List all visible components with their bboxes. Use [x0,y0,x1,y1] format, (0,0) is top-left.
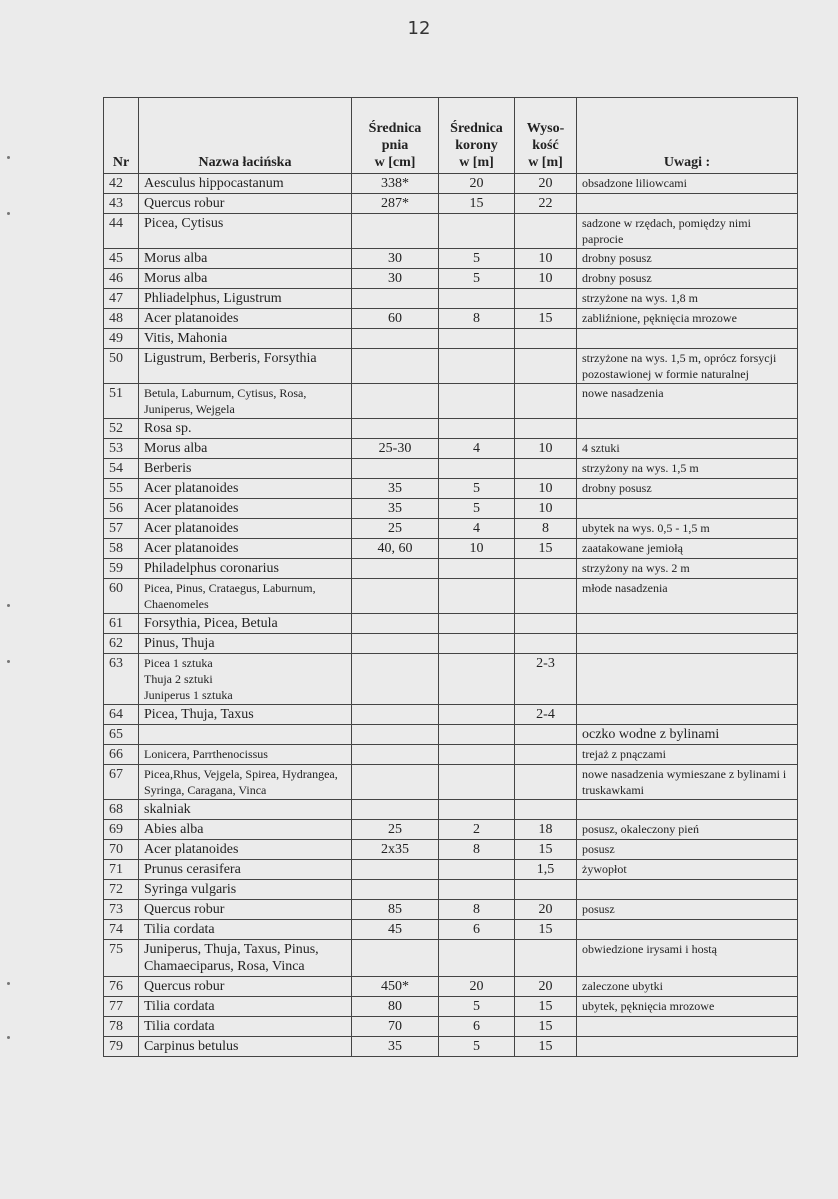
table-row [104,579,798,614]
cell-nr: 55 [104,479,139,499]
cell-height: 10 [515,499,577,519]
cell-latin-name: Picea 1 sztuka Thuja 2 sztuki Juniperus 1 sztuka [139,654,352,705]
cell-nr: 45 [104,249,139,269]
cell-latin-name: Philadelphus coronarius [139,559,352,579]
cell-trunk-diameter [352,880,439,900]
cell-crown-diameter: 5 [439,997,515,1017]
cell-latin-name: Morus alba [139,269,352,289]
cell-height: 22 [515,194,577,214]
cell-nr: 68 [104,800,139,820]
cell-latin-name: Picea,Rhus, Vejgela, Spirea, Hydrangea, Syringa, Caragana, Vinca [139,765,352,800]
cell-trunk-diameter: 2x35 [352,840,439,860]
cell-trunk-diameter: 287* [352,194,439,214]
cell-height: 15 [515,997,577,1017]
cell-latin-name: Carpinus betulus [139,1037,352,1057]
cell-trunk-diameter [352,614,439,634]
cell-notes: 4 sztuki [577,439,798,459]
cell-crown-diameter [439,654,515,705]
cell-crown-diameter: 20 [439,977,515,997]
cell-nr: 47 [104,289,139,309]
cell-notes: strzyżone na wys. 1,8 m [577,289,798,309]
cell-crown-diameter: 6 [439,920,515,940]
table-row [104,997,798,1017]
cell-crown-diameter [439,634,515,654]
cell-latin-name: Acer platanoides [139,539,352,559]
cell-trunk-diameter [352,634,439,654]
cell-notes: strzyżone na wys. 1,5 m, oprócz forsycji pozostawionej w formie naturalnej [577,349,798,384]
cell-notes [577,194,798,214]
margin-dot [7,660,10,663]
cell-nr: 57 [104,519,139,539]
cell-height [515,214,577,249]
cell-nr: 46 [104,269,139,289]
cell-trunk-diameter [352,940,439,977]
cell-height [515,579,577,614]
cell-notes [577,329,798,349]
cell-notes: zaatakowane jemiołą [577,539,798,559]
cell-nr: 54 [104,459,139,479]
cell-nr: 48 [104,309,139,329]
table-row [104,634,798,654]
cell-crown-diameter: 6 [439,1017,515,1037]
cell-height: 15 [515,1017,577,1037]
cell-nr: 71 [104,860,139,880]
cell-nr: 79 [104,1037,139,1057]
margin-dot [7,212,10,215]
cell-trunk-diameter: 80 [352,997,439,1017]
cell-trunk-diameter [352,459,439,479]
cell-nr: 50 [104,349,139,384]
cell-notes [577,705,798,725]
cell-trunk-diameter [352,654,439,705]
cell-height [515,614,577,634]
cell-notes [577,614,798,634]
cell-height: 20 [515,174,577,194]
cell-crown-diameter: 2 [439,820,515,840]
cell-nr: 51 [104,384,139,419]
cell-latin-name: Betula, Laburnum, Cytisus, Rosa, Juniperus, Wejgela [139,384,352,419]
cell-crown-diameter [439,419,515,439]
tree-inventory-table [103,97,798,1057]
table-row [104,1017,798,1037]
cell-nr: 77 [104,997,139,1017]
cell-crown-diameter [439,349,515,384]
cell-crown-diameter [439,940,515,977]
table-row [104,860,798,880]
cell-trunk-diameter [352,745,439,765]
cell-latin-name: Juniperus, Thuja, Taxus, Pinus, Chamaeciparus, Rosa, Vinca [139,940,352,977]
cell-trunk-diameter [352,860,439,880]
table-row [104,519,798,539]
cell-trunk-diameter: 338* [352,174,439,194]
table-row [104,269,798,289]
cell-notes: drobny posusz [577,479,798,499]
cell-nr: 61 [104,614,139,634]
cell-latin-name: Acer platanoides [139,519,352,539]
margin-dot [7,1036,10,1039]
cell-trunk-diameter [352,349,439,384]
cell-notes [577,880,798,900]
cell-notes [577,1037,798,1057]
header-latin-name: Nazwa łacińska [139,98,352,174]
table-row [104,559,798,579]
cell-notes: strzyżony na wys. 1,5 m [577,459,798,479]
cell-crown-diameter [439,860,515,880]
cell-nr: 73 [104,900,139,920]
cell-height [515,800,577,820]
table-row [104,289,798,309]
cell-trunk-diameter [352,289,439,309]
cell-notes [577,419,798,439]
table-row [104,329,798,349]
cell-latin-name: Acer platanoides [139,840,352,860]
cell-crown-diameter: 8 [439,840,515,860]
table-row [104,705,798,725]
cell-height [515,725,577,745]
table-row [104,800,798,820]
cell-latin-name: Prunus cerasifera [139,860,352,880]
cell-latin-name: Aesculus hippocastanum [139,174,352,194]
cell-height [515,289,577,309]
cell-notes: obwiedzione irysami i hostą [577,940,798,977]
cell-nr: 59 [104,559,139,579]
cell-notes: drobny posusz [577,249,798,269]
cell-nr: 72 [104,880,139,900]
cell-notes: posusz, okaleczony pień [577,820,798,840]
cell-height: 2-3 [515,654,577,705]
cell-height: 10 [515,269,577,289]
cell-height: 15 [515,1037,577,1057]
cell-latin-name [139,725,352,745]
table-row [104,479,798,499]
cell-crown-diameter: 4 [439,519,515,539]
cell-trunk-diameter: 25-30 [352,439,439,459]
cell-height: 10 [515,249,577,269]
cell-latin-name: Forsythia, Picea, Betula [139,614,352,634]
cell-trunk-diameter: 35 [352,479,439,499]
cell-nr: 75 [104,940,139,977]
cell-height [515,419,577,439]
cell-crown-diameter: 8 [439,309,515,329]
cell-nr: 42 [104,174,139,194]
table-row [104,1037,798,1057]
cell-notes: posusz [577,840,798,860]
cell-nr: 67 [104,765,139,800]
cell-crown-diameter [439,459,515,479]
cell-trunk-diameter: 25 [352,820,439,840]
table-row [104,214,798,249]
cell-crown-diameter: 15 [439,194,515,214]
header-crown-diameter: Średnica korony w [m] [439,98,515,174]
table-row [104,309,798,329]
table-row [104,745,798,765]
cell-trunk-diameter [352,419,439,439]
cell-nr: 56 [104,499,139,519]
cell-height [515,634,577,654]
cell-crown-diameter: 4 [439,439,515,459]
table-row [104,920,798,940]
cell-latin-name: Quercus robur [139,977,352,997]
cell-height [515,745,577,765]
cell-latin-name: Acer platanoides [139,309,352,329]
cell-height [515,384,577,419]
cell-notes: strzyżony na wys. 2 m [577,559,798,579]
cell-trunk-diameter [352,725,439,745]
cell-notes: młode nasadzenia [577,579,798,614]
cell-nr: 53 [104,439,139,459]
cell-trunk-diameter: 450* [352,977,439,997]
cell-crown-diameter: 5 [439,499,515,519]
cell-crown-diameter: 5 [439,479,515,499]
cell-crown-diameter [439,745,515,765]
margin-dot [7,982,10,985]
cell-nr: 66 [104,745,139,765]
cell-height [515,765,577,800]
table-row [104,614,798,634]
cell-latin-name: Ligustrum, Berberis, Forsythia [139,349,352,384]
cell-trunk-diameter [352,559,439,579]
cell-latin-name: Pinus, Thuja [139,634,352,654]
cell-latin-name: Phliadelphus, Ligustrum [139,289,352,309]
cell-crown-diameter [439,384,515,419]
cell-height: 2-4 [515,705,577,725]
cell-trunk-diameter: 85 [352,900,439,920]
cell-notes [577,920,798,940]
cell-height: 20 [515,900,577,920]
cell-height: 15 [515,309,577,329]
cell-crown-diameter [439,765,515,800]
cell-trunk-diameter: 25 [352,519,439,539]
cell-notes: ubytek na wys. 0,5 - 1,5 m [577,519,798,539]
cell-trunk-diameter [352,765,439,800]
table-row [104,654,798,705]
cell-nr: 76 [104,977,139,997]
cell-crown-diameter [439,289,515,309]
cell-trunk-diameter: 30 [352,249,439,269]
cell-notes [577,654,798,705]
cell-latin-name: Syringa vulgaris [139,880,352,900]
cell-crown-diameter: 8 [439,900,515,920]
cell-crown-diameter: 5 [439,269,515,289]
table-row [104,459,798,479]
table-row [104,419,798,439]
cell-nr: 64 [104,705,139,725]
cell-crown-diameter [439,880,515,900]
cell-trunk-diameter [352,384,439,419]
table-row [104,194,798,214]
cell-latin-name: Picea, Pinus, Crataegus, Laburnum, Chaenomeles [139,579,352,614]
cell-crown-diameter [439,725,515,745]
cell-height [515,349,577,384]
cell-nr: 69 [104,820,139,840]
cell-nr: 65 [104,725,139,745]
table-row [104,349,798,384]
page-number: 12 [407,18,431,39]
cell-latin-name: Abies alba [139,820,352,840]
cell-trunk-diameter [352,579,439,614]
cell-latin-name: Tilia cordata [139,920,352,940]
cell-height [515,329,577,349]
cell-nr: 62 [104,634,139,654]
cell-notes: ubytek, pęknięcia mrozowe [577,997,798,1017]
header-trunk-diameter: Średnica pnia w [cm] [352,98,439,174]
table-row [104,940,798,977]
cell-latin-name: Berberis [139,459,352,479]
cell-notes [577,499,798,519]
cell-notes: sadzone w rzędach, pomiędzy nimi paprocie [577,214,798,249]
table-header-row [104,98,798,174]
cell-crown-diameter: 5 [439,249,515,269]
table-row [104,820,798,840]
table-row [104,174,798,194]
cell-latin-name: Quercus robur [139,900,352,920]
cell-height [515,940,577,977]
cell-latin-name: Picea, Thuja, Taxus [139,705,352,725]
cell-trunk-diameter: 70 [352,1017,439,1037]
cell-notes: posusz [577,900,798,920]
cell-latin-name: skalniak [139,800,352,820]
table-row [104,249,798,269]
cell-height: 15 [515,840,577,860]
cell-notes: obsadzone liliowcami [577,174,798,194]
cell-latin-name: Vitis, Mahonia [139,329,352,349]
table-row [104,880,798,900]
cell-height: 10 [515,479,577,499]
cell-trunk-diameter [352,329,439,349]
cell-notes [577,800,798,820]
cell-notes [577,634,798,654]
cell-latin-name: Tilia cordata [139,997,352,1017]
cell-notes: nowe nasadzenia [577,384,798,419]
cell-height: 15 [515,920,577,940]
cell-nr: 78 [104,1017,139,1037]
cell-height: 18 [515,820,577,840]
cell-height [515,459,577,479]
cell-height: 20 [515,977,577,997]
cell-crown-diameter [439,559,515,579]
cell-trunk-diameter: 35 [352,499,439,519]
table-row [104,765,798,800]
cell-trunk-diameter: 30 [352,269,439,289]
cell-nr: 43 [104,194,139,214]
cell-height [515,559,577,579]
cell-nr: 58 [104,539,139,559]
cell-latin-name: Morus alba [139,439,352,459]
cell-trunk-diameter [352,214,439,249]
table-row [104,384,798,419]
cell-trunk-diameter: 45 [352,920,439,940]
cell-height: 10 [515,439,577,459]
cell-crown-diameter: 10 [439,539,515,559]
table-row [104,725,798,745]
cell-trunk-diameter: 40, 60 [352,539,439,559]
cell-nr: 70 [104,840,139,860]
cell-latin-name: Picea, Cytisus [139,214,352,249]
cell-crown-diameter: 5 [439,1037,515,1057]
table-row [104,439,798,459]
cell-crown-diameter [439,705,515,725]
cell-crown-diameter [439,329,515,349]
cell-notes: oczko wodne z bylinami [577,725,798,745]
cell-crown-diameter [439,579,515,614]
table-row [104,499,798,519]
cell-latin-name: Tilia cordata [139,1017,352,1037]
cell-height: 15 [515,539,577,559]
cell-trunk-diameter: 35 [352,1037,439,1057]
cell-latin-name: Lonicera, Parrthenocissus [139,745,352,765]
cell-height: 8 [515,519,577,539]
cell-latin-name: Rosa sp. [139,419,352,439]
cell-trunk-diameter [352,800,439,820]
cell-nr: 60 [104,579,139,614]
cell-crown-diameter [439,214,515,249]
table-row [104,900,798,920]
cell-notes: żywopłot [577,860,798,880]
cell-notes: drobny posusz [577,269,798,289]
cell-nr: 49 [104,329,139,349]
cell-crown-diameter [439,800,515,820]
cell-nr: 63 [104,654,139,705]
cell-height [515,880,577,900]
margin-dot [7,156,10,159]
cell-latin-name: Morus alba [139,249,352,269]
cell-latin-name: Acer platanoides [139,479,352,499]
header-height: Wyso- kość w [m] [515,98,577,174]
cell-trunk-diameter [352,705,439,725]
cell-latin-name: Quercus robur [139,194,352,214]
cell-crown-diameter [439,614,515,634]
cell-notes: zaleczone ubytki [577,977,798,997]
margin-dot [7,604,10,607]
table-row [104,977,798,997]
table-row [104,539,798,559]
cell-trunk-diameter: 60 [352,309,439,329]
cell-notes [577,1017,798,1037]
table-row [104,840,798,860]
cell-latin-name: Acer platanoides [139,499,352,519]
cell-nr: 52 [104,419,139,439]
cell-notes: nowe nasadzenia wymieszane z bylinami i truskawkami [577,765,798,800]
cell-crown-diameter: 20 [439,174,515,194]
cell-nr: 74 [104,920,139,940]
cell-notes: trejaż z pnączami [577,745,798,765]
cell-height: 1,5 [515,860,577,880]
cell-notes: zabliźnione, pęknięcia mrozowe [577,309,798,329]
header-notes: Uwagi : [577,98,798,174]
cell-nr: 44 [104,214,139,249]
header-nr: Nr [104,98,139,174]
